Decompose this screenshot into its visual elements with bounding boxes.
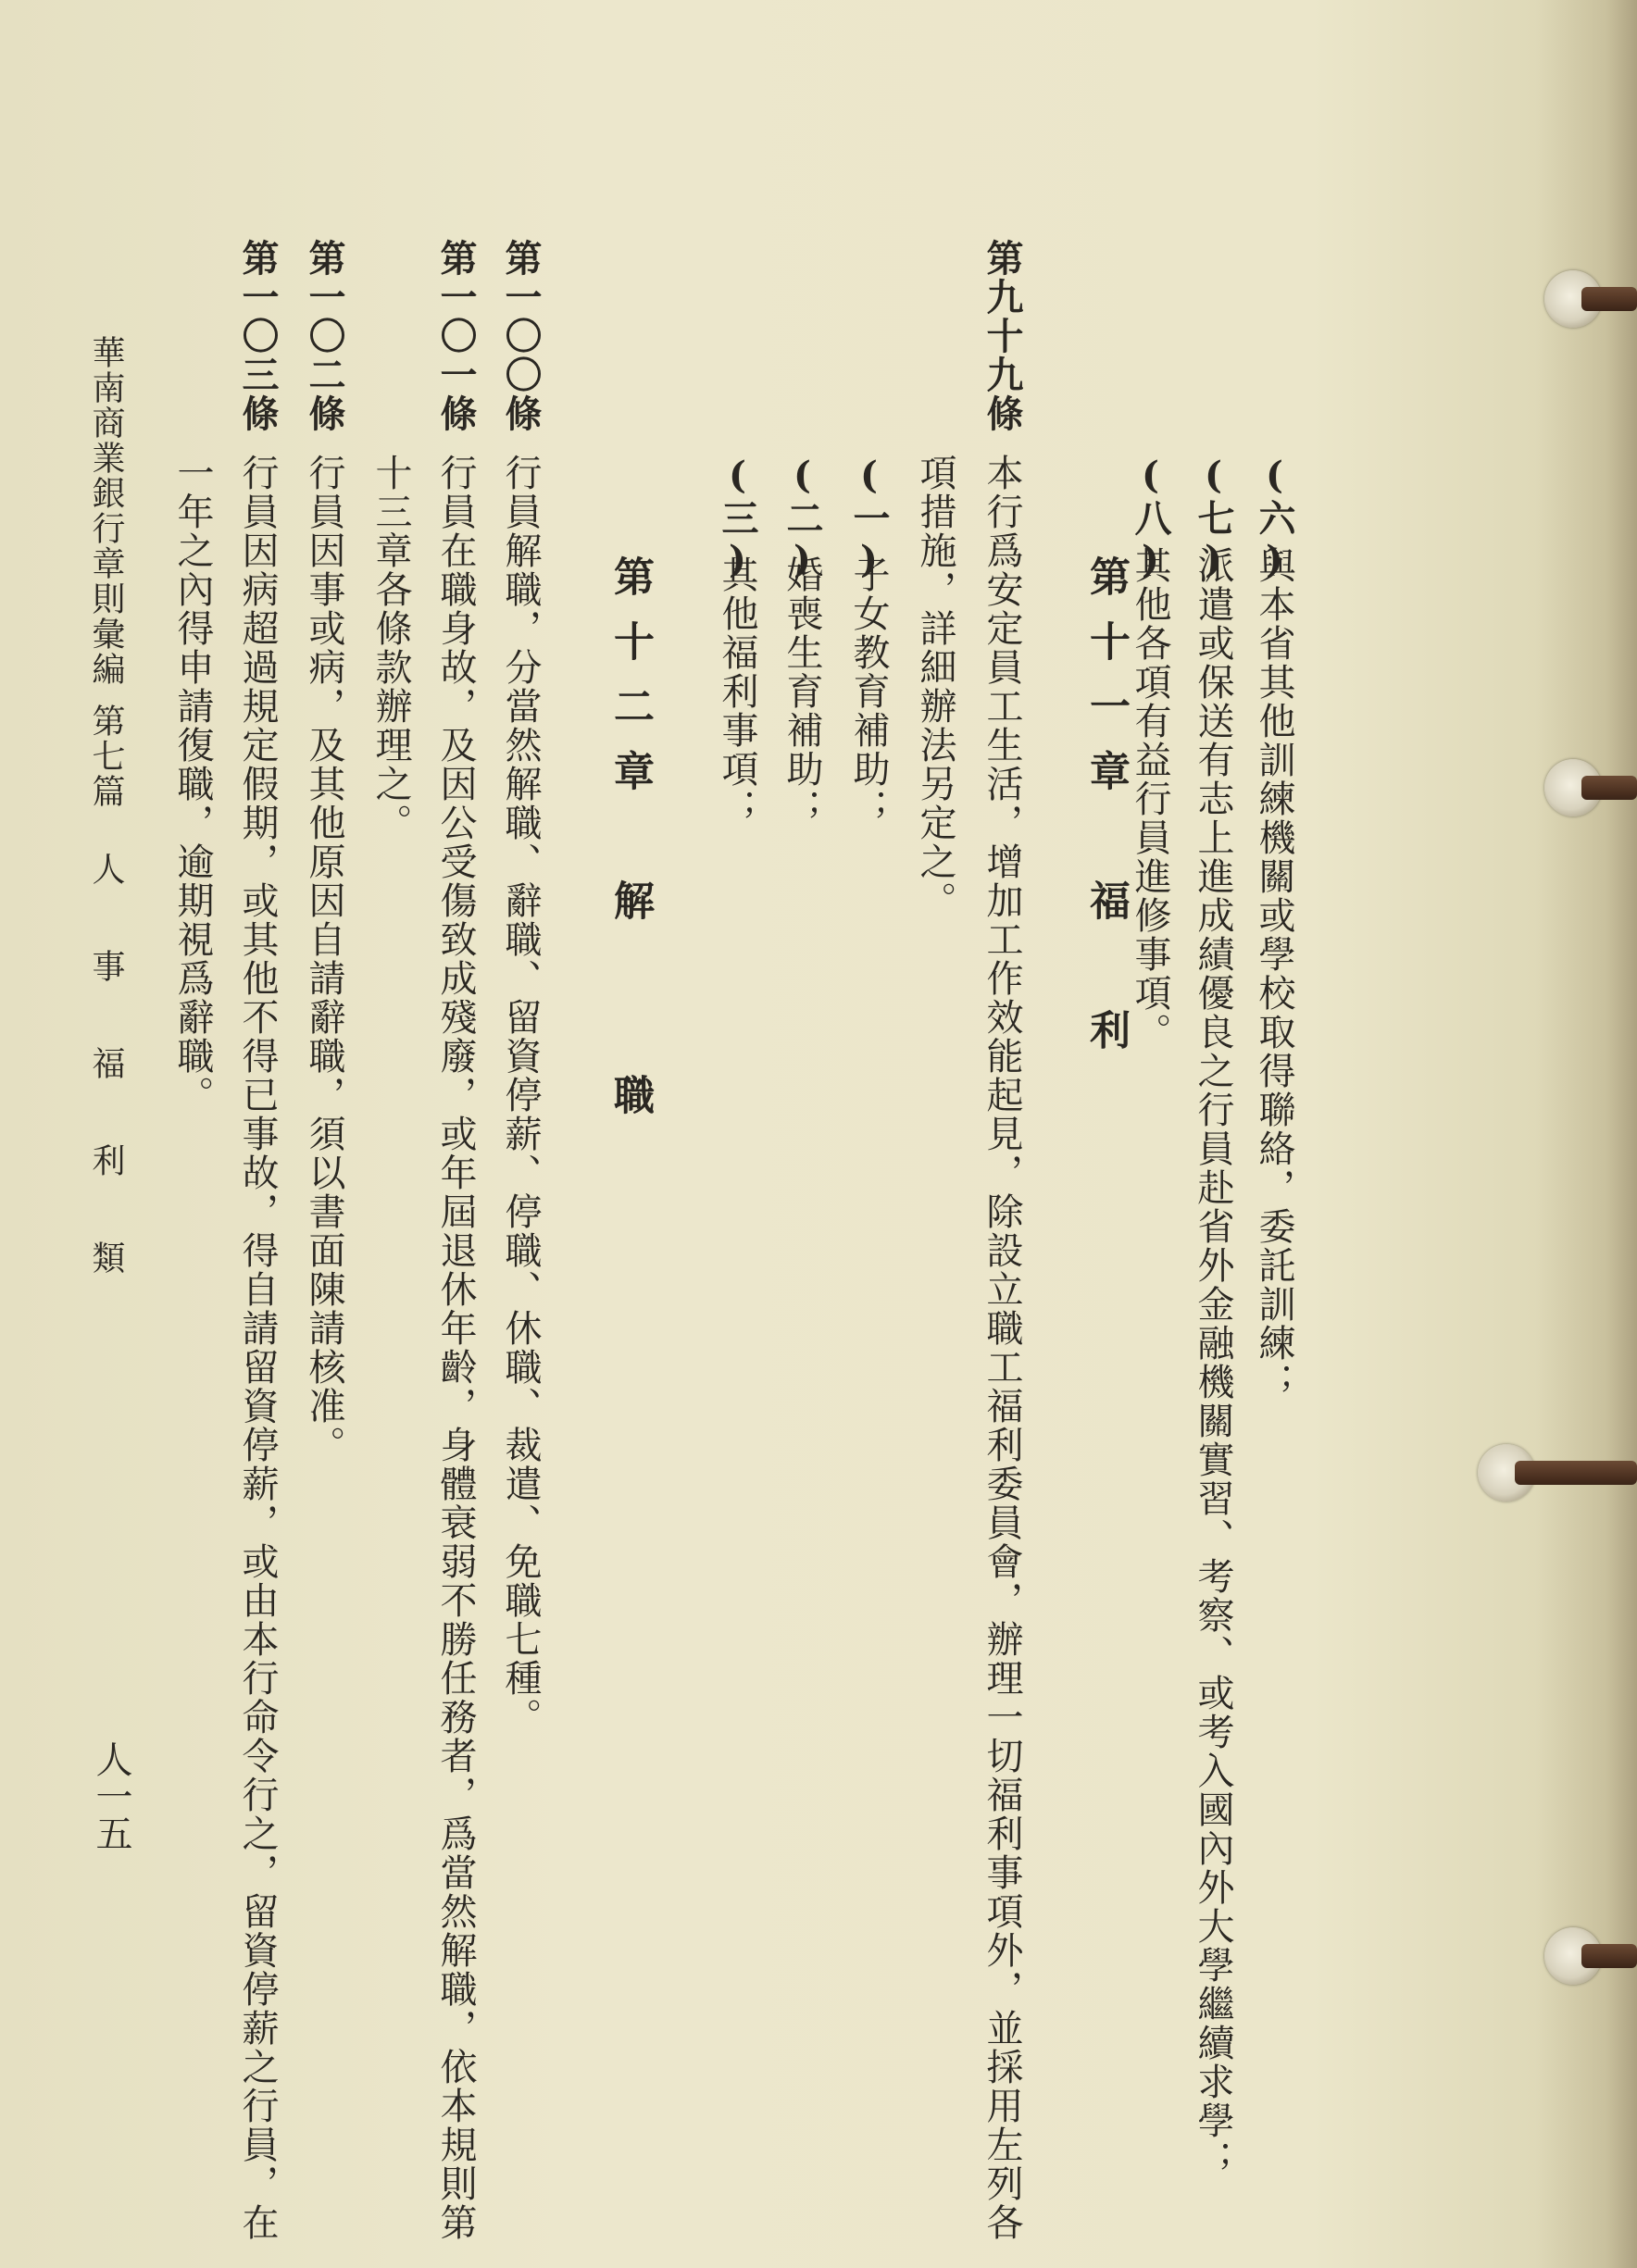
article-103-line2: 一年之內得申請復職，逾期視爲辭職。 (171, 454, 214, 1115)
article-102-text: 行員因事或病，及其他原因自請辭職，須以書面陳請核准。 (303, 454, 345, 1464)
article-103-label: 第一〇三條 (236, 239, 280, 433)
welfare-item-text-3: 其他福利事項； (716, 555, 758, 828)
book-title: 華南商業銀行章則彙編 (87, 335, 125, 687)
welfare-item-label-3: (三) (716, 454, 759, 583)
article-101-line1: 行員在職身故，及因公受傷致成殘廢，或年屆退休年齡，身體衰弱不勝任務者，爲當然解職，依本規則第 (434, 454, 477, 2242)
item-label-8: (八) (1129, 454, 1172, 583)
item-text-8: 其他各項有益行員進修事項。 (1129, 546, 1171, 1052)
article-100-label: 第一〇〇條 (499, 239, 543, 433)
article-101-line2: 十三章各條款辦理之。 (369, 454, 412, 842)
article-103-line1: 行員因病超過規定假期，或其他不得已事故，得自請留資停薪，或由本行命令行之，留資停薪之行員，在 (236, 454, 279, 2242)
welfare-item-label-1: (一) (847, 454, 891, 583)
chapter-12-heading: 第十二章 解 職 (606, 555, 654, 1139)
binding-edge (1535, 0, 1637, 2268)
binding-string (1581, 776, 1637, 800)
welfare-item-label-2: (二) (781, 454, 824, 583)
welfare-item-text-1: 子女教育補助； (847, 555, 890, 828)
binding-string (1515, 1461, 1637, 1485)
welfare-item-text-2: 婚喪生育補助； (781, 555, 823, 828)
item-text-7: 派遣或保送有志上進成績優良之行員赴省外金融機關實習、考察、或考入國內外大學繼續求學； (1192, 546, 1234, 2179)
article-99-line1: 本行爲安定員工生活，增加工作效能起見，除設立職工福利委員會，辦理一切福利事項外，並採用左列各 (981, 454, 1023, 2242)
article-101-label: 第一〇一條 (434, 239, 478, 433)
category-label: 人 事 福 利 類 (87, 852, 125, 1287)
article-99-line2: 項措施，詳細辦法另定之。 (914, 454, 956, 920)
binding-string (1581, 1944, 1637, 1968)
article-102-label: 第一〇二條 (303, 239, 346, 433)
part-label: 第七篇 (87, 704, 125, 809)
item-label-7: (七) (1192, 454, 1235, 583)
article-99-label: 第九十九條 (981, 239, 1024, 433)
page-number: 人一五 (90, 1740, 132, 1851)
binding-string (1581, 287, 1637, 311)
item-text-6: 與本省其他訓練機關或學校取得聯絡，委託訓練； (1253, 546, 1295, 1402)
chapter-11-heading: 第十一章 福 利 (1082, 555, 1130, 1074)
article-100-text: 行員解職，分當然解職、辭職、留資停薪、停職、休職、裁遣、免職七種。 (499, 454, 542, 1737)
item-label-6: (六) (1253, 454, 1296, 583)
